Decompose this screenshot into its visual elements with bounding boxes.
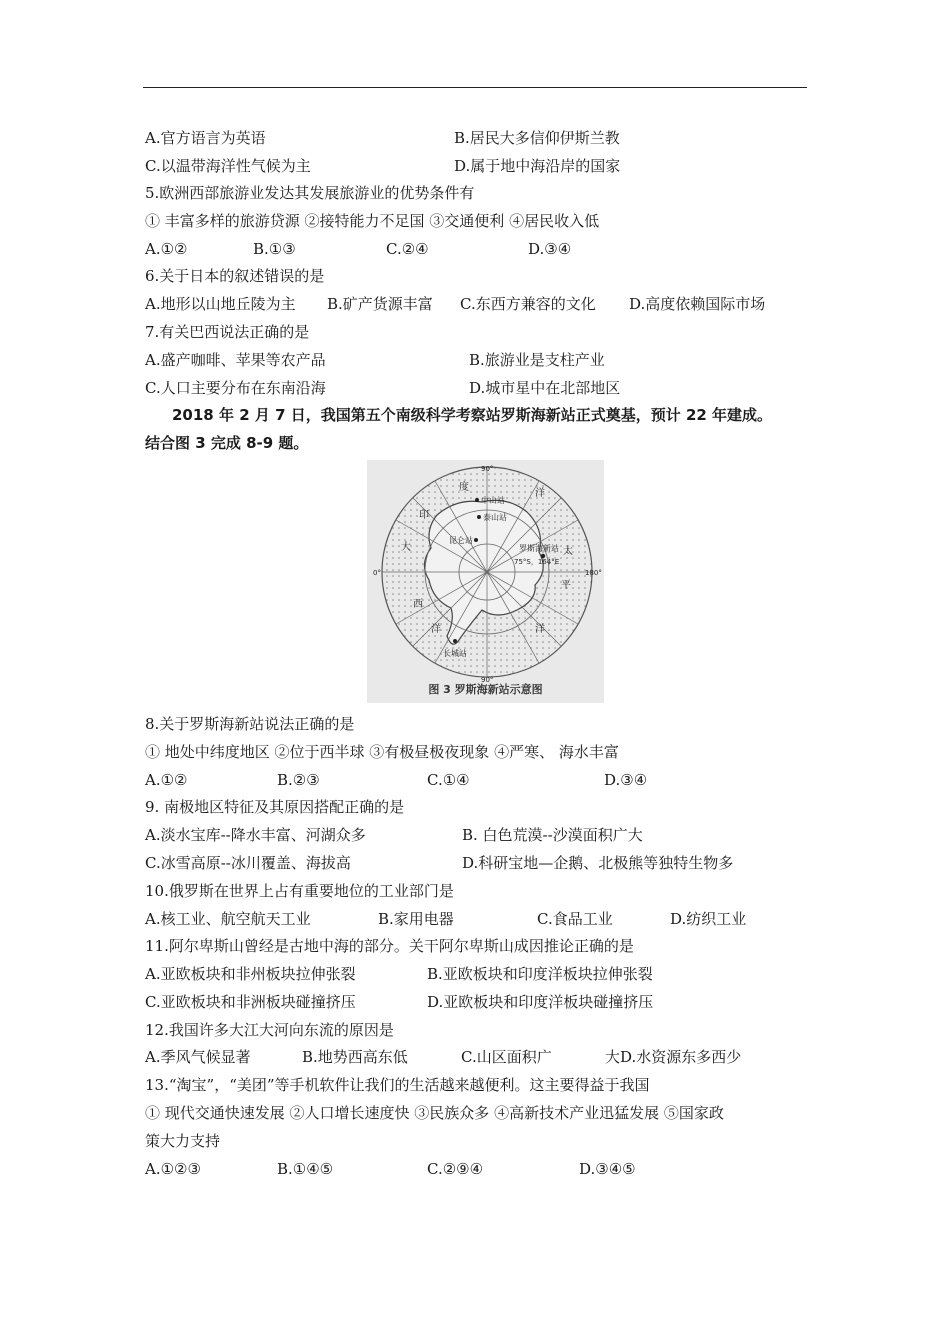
zhongshan-station-marker bbox=[475, 498, 479, 502]
label-yin: 印 bbox=[419, 510, 429, 521]
q11-stem: 11.阿尔卑斯山曾经是古地中海的部分。关干阿尔卑斯山成因推论正确的是 bbox=[145, 937, 634, 955]
intro-line1: 2018 年 2 月 7 日，我国第五个南级科学考察站罗斯海新站正式奠基，预计 22 年建成。 bbox=[172, 406, 773, 424]
q7-option-b[interactable]: B.旅游业是支柱产业 bbox=[469, 351, 605, 369]
label-yang2: 洋 bbox=[535, 488, 545, 499]
label-changcheng: 长城站 bbox=[443, 649, 467, 658]
q11-option-a[interactable]: A.亚欧板块和非州板块拉伸张裂 bbox=[145, 965, 356, 983]
q10-option-a[interactable]: A.核工业、航空航天工业 bbox=[145, 910, 311, 928]
q13-option-b[interactable]: B.①④⑤ bbox=[277, 1160, 334, 1178]
q10-option-c[interactable]: C.食品工业 bbox=[537, 910, 613, 928]
q6-stem: 6.关于日本的叙述错误的是 bbox=[145, 267, 325, 285]
q7-stem: 7.有关巴西说法正确的是 bbox=[145, 323, 310, 341]
q10-option-d[interactable]: D.纺织工业 bbox=[670, 910, 747, 928]
q12-option-d[interactable]: 大D.水资源东多西少 bbox=[605, 1048, 742, 1066]
label-coords: 75°S，164°E bbox=[514, 558, 560, 566]
q4-option-d[interactable]: D.属于地中海沿岸的国家 bbox=[454, 157, 621, 175]
label-zhongshan: 中山站 bbox=[481, 496, 505, 505]
q7-option-d[interactable]: D.城市星中在北部地区 bbox=[469, 379, 621, 397]
q10-stem: 10.俄罗斯在世界上占有重要地位的工业部门是 bbox=[145, 882, 454, 900]
changcheng-station-marker bbox=[453, 639, 457, 643]
label-kunlun: 昆仑站 bbox=[449, 536, 473, 545]
q5-option-a[interactable]: A.①② bbox=[145, 240, 188, 258]
q13-items-line2: 策大力支持 bbox=[145, 1132, 221, 1150]
q6-option-d[interactable]: D.高度依赖国际市场 bbox=[629, 295, 766, 313]
q12-option-a[interactable]: A.季风气候显著 bbox=[145, 1048, 251, 1066]
label-180deg: 180° bbox=[585, 569, 602, 577]
q4-option-a[interactable]: A.官方语言为英语 bbox=[145, 129, 266, 147]
q9-stem: 9. 南极地区特征及其原因搭配正确的是 bbox=[145, 798, 405, 816]
label-yang3: 洋 bbox=[535, 624, 545, 635]
q9-option-d[interactable]: D.科研宝地—企鹅、北极熊等独特生物多 bbox=[462, 854, 734, 872]
q8-stem: 8.关于罗斯海新站说法正确的是 bbox=[145, 715, 355, 733]
q13-option-c[interactable]: C.②⑨④ bbox=[427, 1160, 484, 1178]
label-0deg: 0° bbox=[373, 569, 381, 577]
figure-caption: 图 3 罗斯海新站示意图 bbox=[428, 683, 543, 696]
label-xi: 西 bbox=[413, 599, 423, 610]
label-yang1: 洋 bbox=[431, 624, 441, 635]
q13-stem: 13.“淘宝”，“美团”等手机软件让我们的生活越来越便利。这主要得益于我国 bbox=[145, 1076, 650, 1094]
q8-option-d[interactable]: D.③④ bbox=[604, 771, 648, 789]
q5-stem: 5.欧洲西部旅游业发达其发展旅游业的优势条件有 bbox=[145, 184, 475, 202]
intro-line2: 结合图 3 完成 8-9 题。 bbox=[145, 434, 309, 452]
kunlun-station-marker bbox=[474, 538, 478, 542]
label-du: 度 bbox=[459, 482, 469, 493]
q9-option-b[interactable]: B. 白色荒漠--沙漠面积广大 bbox=[462, 826, 643, 844]
q4-option-b[interactable]: B.居民大多信仰伊斯兰教 bbox=[454, 129, 620, 147]
label-ross-new: 罗斯海新站 bbox=[519, 544, 559, 553]
q12-option-b[interactable]: B.地势西高东低 bbox=[302, 1048, 408, 1066]
header-rule bbox=[143, 87, 807, 88]
q6-option-a[interactable]: A.地形以山地丘陵为主 bbox=[145, 295, 296, 313]
q11-option-d[interactable]: D.亚欧板块和印度洋板块碰撞挤压 bbox=[427, 993, 654, 1011]
q8-option-b[interactable]: B.②③ bbox=[277, 771, 320, 789]
q6-option-b[interactable]: B.矿产货源丰富 bbox=[327, 295, 433, 313]
q5-option-b[interactable]: B.①③ bbox=[253, 240, 296, 258]
q11-option-b[interactable]: B.亚欧板块和印度洋板块拉伸张裂 bbox=[427, 965, 653, 983]
label-90deg-top: 90° bbox=[481, 465, 494, 473]
q5-option-c[interactable]: C.②④ bbox=[386, 240, 429, 258]
antarctic-map bbox=[367, 460, 604, 703]
label-da: 大 bbox=[401, 542, 411, 553]
q8-items: ① 地处中纬度地区 ②位于西半球 ③有极昼极夜现象 ④严寒、 海水丰富 bbox=[145, 743, 619, 761]
label-90deg-bottom: 90° bbox=[481, 676, 494, 684]
q8-option-c[interactable]: C.①④ bbox=[427, 771, 470, 789]
q9-option-a[interactable]: A.淡水宝库--降水丰富、河湖众多 bbox=[145, 826, 366, 844]
label-ping: 平 bbox=[561, 580, 571, 591]
q13-option-a[interactable]: A.①②③ bbox=[145, 1160, 201, 1178]
q7-option-c[interactable]: C.人口主要分布在东南沿海 bbox=[145, 379, 326, 397]
q7-option-a[interactable]: A.盛产咖啡、苹果等农产品 bbox=[145, 351, 326, 369]
q10-option-b[interactable]: B.家用电器 bbox=[378, 910, 454, 928]
q4-option-c[interactable]: C.以温带海洋性气候为主 bbox=[145, 157, 311, 175]
taishan-station-marker bbox=[477, 515, 481, 519]
label-tai: 太 bbox=[563, 546, 573, 557]
q5-option-d[interactable]: D.③④ bbox=[528, 240, 572, 258]
q12-stem: 12.我国许多大江大河向东流的原因是 bbox=[145, 1021, 394, 1039]
figure-ross-sea-station bbox=[367, 460, 604, 703]
q6-option-c[interactable]: C.东西方兼容的文化 bbox=[460, 295, 596, 313]
q9-option-c[interactable]: C.冰雪高原--冰川覆盖、海拔高 bbox=[145, 854, 351, 872]
label-taishan: 泰山站 bbox=[483, 513, 507, 522]
q12-option-c[interactable]: C.山区面积广 bbox=[461, 1048, 552, 1066]
q11-option-c[interactable]: C.亚欧板块和非洲板块碰撞挤压 bbox=[145, 993, 356, 1011]
q13-option-d[interactable]: D.③④⑤ bbox=[579, 1160, 636, 1178]
q13-items-line1: ① 现代交通快速发展 ②人口增长速度快 ③民族众多 ④高新技术产业迅猛发展 ⑤国家政 bbox=[145, 1104, 724, 1122]
q5-items: ① 丰富多样的旅游贷源 ②接特能力不足国 ③交通便利 ④居民收入低 bbox=[145, 212, 600, 230]
q8-option-a[interactable]: A.①② bbox=[145, 771, 188, 789]
